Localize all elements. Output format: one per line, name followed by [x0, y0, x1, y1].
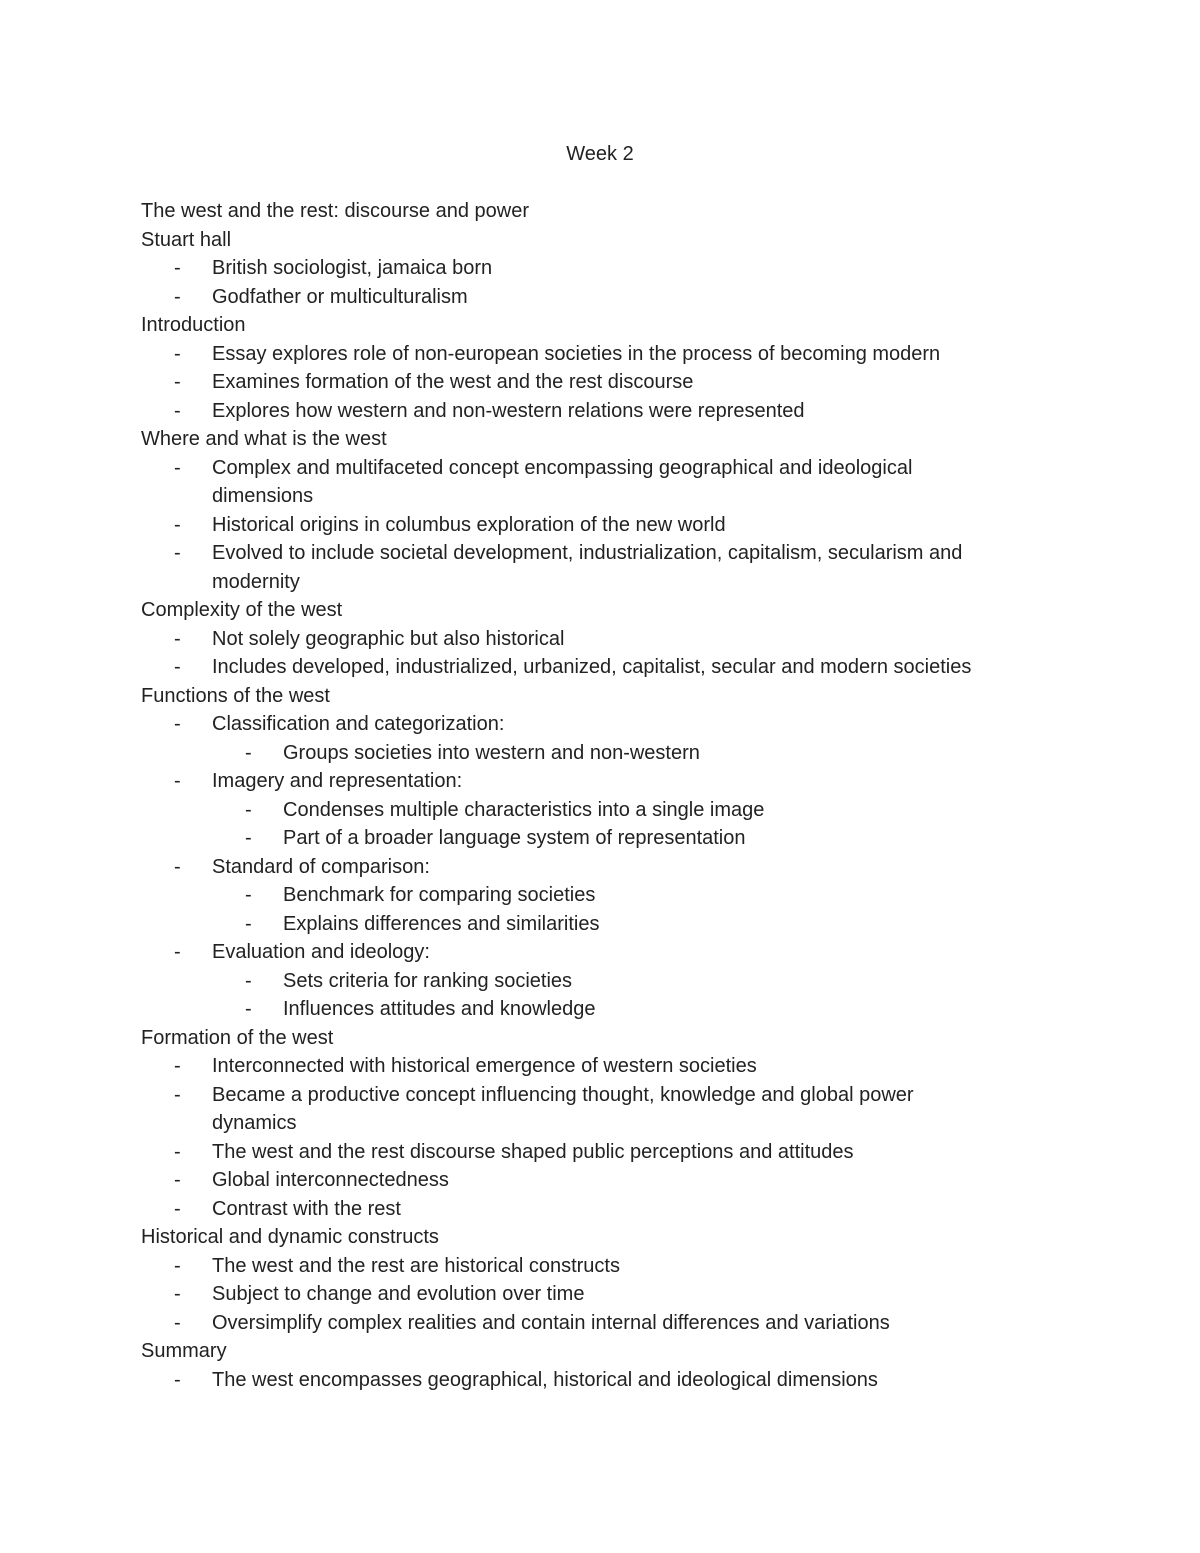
- bullet-item: [141, 283, 1061, 312]
- line-text: Introduction: [141, 314, 246, 336]
- bullet-item: [141, 796, 1061, 825]
- bullet-item: [141, 1138, 1061, 1167]
- bullet-item: [141, 1366, 1061, 1395]
- bullet-item: [141, 340, 1061, 369]
- line-text: Functions of the west: [141, 684, 330, 707]
- bullet-dash: -: [174, 855, 181, 878]
- line-text: The west and the rest discourse shaped public perceptions and attitudes: [212, 1140, 854, 1163]
- bullet-dash: -: [245, 827, 252, 849]
- bullet-item: [141, 1280, 1061, 1309]
- bullet-item: [141, 710, 1061, 739]
- bullet-dash: -: [245, 998, 252, 1020]
- bullet-dash: -: [174, 285, 181, 308]
- bullet-dash: -: [174, 770, 181, 792]
- bullet-item: [141, 254, 1061, 283]
- line-text: Global interconnectedness: [212, 1169, 449, 1191]
- bullet-item: [141, 397, 1061, 426]
- line-text: Historical and dynamic constructs: [141, 1226, 439, 1248]
- line-text: Includes developed, industrialized, urbanized, capitalist, secular and modern societies: [212, 656, 972, 678]
- bullet-item: [141, 511, 1061, 540]
- line-text: The west and the rest are historical constructs: [212, 1254, 620, 1277]
- line-text: Groups societies into western and non-western: [283, 741, 700, 764]
- bullet-dash: -: [245, 969, 252, 992]
- bullet-dash: -: [174, 513, 181, 536]
- line-text: British sociologist, jamaica born: [212, 257, 493, 279]
- bullet-dash: -: [174, 542, 181, 564]
- line-text: Explains differences and similarities: [283, 912, 600, 935]
- line-text: Stuart hall: [141, 228, 232, 251]
- line-text: Examines formation of the west and the rest discourse: [212, 371, 694, 393]
- section-heading: [141, 1337, 1061, 1366]
- bullet-dash: -: [174, 371, 181, 393]
- section-heading: [141, 596, 1061, 625]
- bullet-item: [141, 1166, 1061, 1195]
- bullet-dash: -: [245, 884, 252, 906]
- bullet-item: [141, 938, 1061, 967]
- line-text: Not solely geographic but also historical: [212, 627, 565, 650]
- line-text: Explores how western and non-western relations were represented: [212, 399, 805, 422]
- bullet-item: [141, 1252, 1061, 1281]
- page-title: Week 2: [566, 143, 634, 165]
- bullet-dash: -: [174, 1083, 181, 1106]
- line-text: Classification and categorization:: [212, 713, 505, 735]
- section-heading: [141, 1024, 1061, 1053]
- bullet-dash: -: [174, 1368, 181, 1391]
- bullet-dash: -: [174, 342, 181, 365]
- bullet-dash: -: [174, 713, 181, 735]
- bullet-dash: -: [245, 741, 252, 764]
- bullet-item: [141, 995, 1061, 1024]
- bullet-item: [141, 1195, 1061, 1224]
- line-text: The west encompasses geographical, historical and ideological dimensions: [212, 1368, 878, 1391]
- line-text: Summary: [141, 1340, 227, 1362]
- section-heading: [141, 197, 1061, 226]
- bullet-dash: -: [174, 1254, 181, 1277]
- bullet-item: [141, 1309, 1061, 1338]
- notes-body: [141, 197, 1061, 1394]
- bullet-dash: -: [245, 912, 252, 935]
- bullet-dash: -: [174, 656, 181, 678]
- line-text: Contrast with the rest: [212, 1197, 401, 1220]
- bullet-dash: -: [174, 1311, 181, 1334]
- bullet-item: [141, 653, 1061, 682]
- bullet-item: [141, 853, 1061, 882]
- section-heading: [141, 311, 1061, 340]
- section-heading: [141, 226, 1061, 255]
- bullet-item: [141, 767, 1061, 796]
- bullet-dash: -: [174, 257, 181, 279]
- line-text: Benchmark for comparing societies: [283, 884, 596, 906]
- line-text: Part of a broader language system of representation: [283, 827, 746, 849]
- bullet-dash: -: [174, 941, 181, 963]
- section-heading: [141, 682, 1061, 711]
- bullet-dash: -: [174, 456, 181, 479]
- bullet-item: [141, 539, 1061, 596]
- bullet-dash: -: [174, 1197, 181, 1220]
- line-continuation: dimensions: [212, 485, 314, 507]
- line-text: Influences attitudes and knowledge: [283, 998, 596, 1020]
- line-text: Became a productive concept influencing thought, knowledge and global power: [212, 1083, 914, 1106]
- bullet-item: [141, 1052, 1061, 1081]
- line-text: Interconnected with historical emergence of western societies: [212, 1055, 757, 1077]
- line-text: Historical origins in columbus exploration of the new world: [212, 513, 726, 536]
- line-text: Condenses multiple characteristics into a single image: [283, 798, 765, 821]
- bullet-dash: -: [174, 1140, 181, 1163]
- bullet-dash: -: [174, 1283, 181, 1305]
- bullet-dash: -: [174, 1169, 181, 1191]
- line-text: The west and the rest: discourse and power: [141, 200, 529, 222]
- line-text: Standard of comparison:: [212, 855, 430, 878]
- line-text: Evolved to include societal development, industrialization, capitalism, secularism and: [212, 542, 963, 564]
- line-continuation: modernity: [212, 570, 300, 593]
- bullet-item: [141, 967, 1061, 996]
- line-continuation: dynamics: [212, 1112, 297, 1134]
- bullet-item: [141, 824, 1061, 853]
- line-text: Formation of the west: [141, 1026, 334, 1049]
- bullet-dash: -: [245, 798, 252, 821]
- line-text: Complex and multifaceted concept encompassing geographical and ideological: [212, 456, 913, 479]
- line-text: Godfather or multiculturalism: [212, 285, 468, 308]
- bullet-item: [141, 910, 1061, 939]
- bullet-item: [141, 881, 1061, 910]
- line-text: Essay explores role of non-european societies in the process of becoming modern: [212, 342, 941, 365]
- line-text: Sets criteria for ranking societies: [283, 969, 573, 992]
- line-text: Subject to change and evolution over time: [212, 1283, 585, 1305]
- bullet-item: [141, 454, 1061, 511]
- line-text: Oversimplify complex realities and contain internal differences and variations: [212, 1311, 890, 1334]
- bullet-dash: -: [174, 399, 181, 422]
- section-heading: [141, 425, 1061, 454]
- bullet-dash: -: [174, 627, 181, 650]
- section-heading: [141, 1223, 1061, 1252]
- line-text: Evaluation and ideology:: [212, 941, 430, 963]
- line-text: Imagery and representation:: [212, 770, 463, 792]
- bullet-item: [141, 1081, 1061, 1138]
- bullet-item: [141, 368, 1061, 397]
- line-text: Complexity of the west: [141, 599, 343, 621]
- line-text: Where and what is the west: [141, 428, 387, 450]
- bullet-item: [141, 739, 1061, 768]
- bullet-dash: -: [174, 1055, 181, 1077]
- bullet-item: [141, 625, 1061, 654]
